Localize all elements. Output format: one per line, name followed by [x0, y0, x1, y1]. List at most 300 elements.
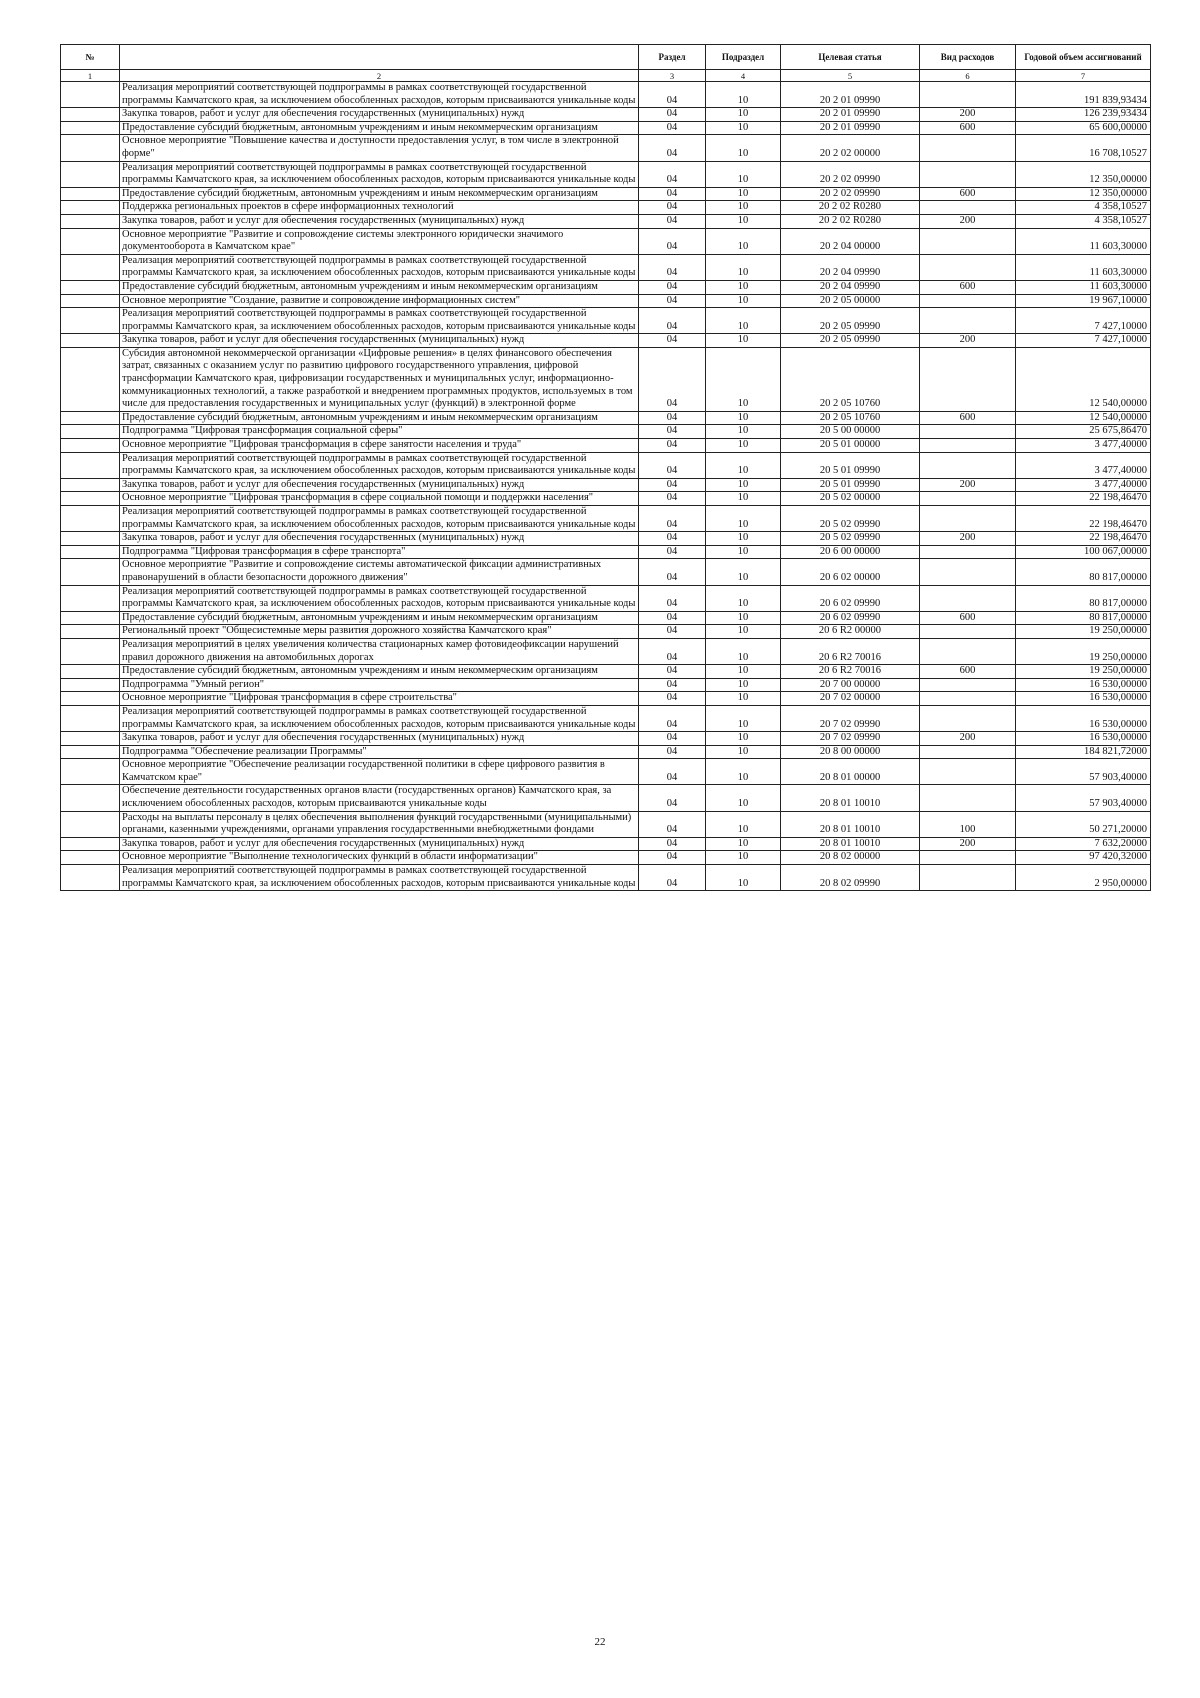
cell-no — [61, 745, 120, 759]
cell-tselevaya: 20 8 00 00000 — [781, 745, 920, 759]
cell-name: Закупка товаров, работ и услуг для обеспечения государственных (муниципальных) нужд — [120, 334, 639, 348]
cell-razdel: 04 — [639, 214, 706, 228]
cell-amount: 7 427,10000 — [1016, 308, 1151, 334]
cell-name: Основное мероприятие "Цифровая трансформация в сфере социальной помощи и поддержки населения" — [120, 492, 639, 506]
header-podrazdel: Подраздел — [706, 45, 781, 70]
cell-no — [61, 545, 120, 559]
cell-vid — [920, 625, 1016, 639]
cell-tselevaya: 20 2 05 09990 — [781, 334, 920, 348]
cell-vid — [920, 678, 1016, 692]
cell-razdel: 04 — [639, 334, 706, 348]
cell-vid — [920, 705, 1016, 731]
cell-razdel: 04 — [639, 280, 706, 294]
cell-amount: 12 540,00000 — [1016, 347, 1151, 411]
cell-no — [61, 82, 120, 108]
cell-amount: 97 420,32000 — [1016, 851, 1151, 865]
cell-amount: 22 198,46470 — [1016, 532, 1151, 546]
cell-amount: 16 530,00000 — [1016, 678, 1151, 692]
cell-name: Реализация мероприятий соответствующей подпрограммы в рамках соответствующей государственной программы Камчатского края, за исключением обособленных расходов, которым присваиваются уникальные коды — [120, 452, 639, 478]
cell-amount: 80 817,00000 — [1016, 585, 1151, 611]
cell-name: Основное мероприятие "Повышение качества и доступности предоставления услуг, в том числе в электронной форме" — [120, 135, 639, 161]
cell-name: Основное мероприятие "Создание, развитие и сопровождение информационных систем" — [120, 294, 639, 308]
table-row — [61, 545, 1151, 559]
cell-tselevaya: 20 7 02 09990 — [781, 705, 920, 731]
table-row — [61, 745, 1151, 759]
cell-no — [61, 334, 120, 348]
cell-podrazdel: 10 — [706, 308, 781, 334]
cell-podrazdel: 10 — [706, 254, 781, 280]
cell-razdel: 04 — [639, 732, 706, 746]
table-header-row — [61, 45, 1151, 70]
cell-name: Закупка товаров, работ и услуг для обеспечения государственных (муниципальных) нужд — [120, 108, 639, 122]
cell-razdel: 04 — [639, 851, 706, 865]
cell-tselevaya: 20 2 01 09990 — [781, 108, 920, 122]
cell-podrazdel: 10 — [706, 785, 781, 811]
cell-tselevaya: 20 8 01 10010 — [781, 785, 920, 811]
cell-razdel: 04 — [639, 121, 706, 135]
cell-tselevaya: 20 2 02 R0280 — [781, 214, 920, 228]
cell-podrazdel: 10 — [706, 851, 781, 865]
col-num-4: 4 — [706, 70, 781, 82]
cell-name: Реализация мероприятий соответствующей подпрограммы в рамках соответствующей государственной программы Камчатского края, за исключением обособленных расходов, которым присваиваются уникальные коды — [120, 161, 639, 187]
cell-razdel: 04 — [639, 611, 706, 625]
cell-tselevaya: 20 8 01 10010 — [781, 811, 920, 837]
cell-podrazdel: 10 — [706, 837, 781, 851]
cell-name: Подпрограмма "Цифровая трансформация в сфере транспорта" — [120, 545, 639, 559]
cell-razdel: 04 — [639, 638, 706, 664]
cell-podrazdel: 10 — [706, 678, 781, 692]
table-row — [61, 254, 1151, 280]
cell-amount: 19 250,00000 — [1016, 638, 1151, 664]
cell-tselevaya: 20 2 01 09990 — [781, 82, 920, 108]
cell-tselevaya: 20 2 02 09990 — [781, 161, 920, 187]
cell-amount: 11 603,30000 — [1016, 228, 1151, 254]
cell-amount: 11 603,30000 — [1016, 254, 1151, 280]
cell-tselevaya: 20 7 02 09990 — [781, 732, 920, 746]
cell-tselevaya: 20 2 02 00000 — [781, 135, 920, 161]
table-row — [61, 135, 1151, 161]
table-row — [61, 82, 1151, 108]
cell-name: Реализация мероприятий соответствующей подпрограммы в рамках соответствующей государственной программы Камчатского края, за исключением обособленных расходов, которым присваиваются уникальные коды — [120, 506, 639, 532]
cell-vid: 200 — [920, 532, 1016, 546]
cell-vid — [920, 161, 1016, 187]
cell-tselevaya: 20 8 02 09990 — [781, 865, 920, 891]
table-row — [61, 187, 1151, 201]
table-row — [61, 837, 1151, 851]
cell-amount: 22 198,46470 — [1016, 506, 1151, 532]
header-vid: Вид расходов — [920, 45, 1016, 70]
cell-razdel: 04 — [639, 625, 706, 639]
cell-amount: 19 250,00000 — [1016, 665, 1151, 679]
header-amount: Годовой объем ассигнований — [1016, 45, 1151, 70]
table-row — [61, 452, 1151, 478]
cell-amount: 3 477,40000 — [1016, 439, 1151, 453]
cell-podrazdel: 10 — [706, 214, 781, 228]
cell-vid — [920, 585, 1016, 611]
table-row — [61, 585, 1151, 611]
cell-no — [61, 638, 120, 664]
header-name — [120, 45, 639, 70]
table-row — [61, 201, 1151, 215]
cell-razdel: 04 — [639, 837, 706, 851]
table-row — [61, 439, 1151, 453]
cell-amount: 16 530,00000 — [1016, 732, 1151, 746]
cell-name: Основное мероприятие "Цифровая трансформация в сфере занятости населения и труда" — [120, 439, 639, 453]
cell-tselevaya: 20 6 R2 00000 — [781, 625, 920, 639]
cell-no — [61, 625, 120, 639]
cell-tselevaya: 20 8 02 00000 — [781, 851, 920, 865]
header-no: № — [61, 45, 120, 70]
cell-vid — [920, 294, 1016, 308]
cell-name: Обеспечение деятельности государственных органов власти (государственных органов) Камчатского края, за исключением обособленных расходов, которым присваиваются уникальные коды — [120, 785, 639, 811]
cell-name: Предоставление субсидий бюджетным, автономным учреждениям и иным некоммерческим организациям — [120, 121, 639, 135]
cell-vid: 600 — [920, 121, 1016, 135]
cell-podrazdel: 10 — [706, 334, 781, 348]
cell-vid — [920, 308, 1016, 334]
col-num-1: 1 — [61, 70, 120, 82]
cell-razdel: 04 — [639, 439, 706, 453]
cell-razdel: 04 — [639, 452, 706, 478]
cell-no — [61, 811, 120, 837]
cell-no — [61, 585, 120, 611]
table-row — [61, 851, 1151, 865]
cell-podrazdel: 10 — [706, 201, 781, 215]
cell-razdel: 04 — [639, 228, 706, 254]
cell-vid: 100 — [920, 811, 1016, 837]
cell-no — [61, 294, 120, 308]
cell-tselevaya: 20 5 02 09990 — [781, 506, 920, 532]
cell-name: Расходы на выплаты персоналу в целях обеспечения выполнения функций государственными (муниципальными) органами, казенными учреждениями, органами управления государственными внебюджетными фондами — [120, 811, 639, 837]
cell-name: Предоставление субсидий бюджетным, автономным учреждениям и иным некоммерческим организациям — [120, 611, 639, 625]
cell-no — [61, 865, 120, 891]
cell-vid — [920, 452, 1016, 478]
cell-tselevaya: 20 6 R2 70016 — [781, 638, 920, 664]
cell-vid: 600 — [920, 280, 1016, 294]
cell-no — [61, 705, 120, 731]
cell-no — [61, 837, 120, 851]
cell-vid: 200 — [920, 837, 1016, 851]
cell-razdel: 04 — [639, 506, 706, 532]
cell-vid — [920, 851, 1016, 865]
cell-no — [61, 201, 120, 215]
cell-vid — [920, 492, 1016, 506]
cell-name: Предоставление субсидий бюджетным, автономным учреждениям и иным некоммерческим организациям — [120, 665, 639, 679]
cell-podrazdel: 10 — [706, 545, 781, 559]
col-num-3: 3 — [639, 70, 706, 82]
page-number: 22 — [594, 1636, 606, 1648]
cell-vid: 200 — [920, 108, 1016, 122]
cell-vid — [920, 638, 1016, 664]
cell-podrazdel: 10 — [706, 161, 781, 187]
cell-vid: 600 — [920, 187, 1016, 201]
cell-amount: 65 600,00000 — [1016, 121, 1151, 135]
cell-no — [61, 347, 120, 411]
cell-amount: 7 632,20000 — [1016, 837, 1151, 851]
table-row — [61, 705, 1151, 731]
cell-razdel: 04 — [639, 254, 706, 280]
table-row — [61, 865, 1151, 891]
cell-no — [61, 532, 120, 546]
cell-amount: 80 817,00000 — [1016, 611, 1151, 625]
cell-razdel: 04 — [639, 785, 706, 811]
table-row — [61, 811, 1151, 837]
cell-tselevaya: 20 5 02 09990 — [781, 532, 920, 546]
cell-name: Основное мероприятие "Развитие и сопровождение системы автоматической фиксации административных правонарушений в области безопасности дорожного движения" — [120, 559, 639, 585]
table-row — [61, 785, 1151, 811]
cell-razdel: 04 — [639, 187, 706, 201]
cell-vid — [920, 201, 1016, 215]
cell-podrazdel: 10 — [706, 135, 781, 161]
cell-podrazdel: 10 — [706, 439, 781, 453]
cell-amount: 19 250,00000 — [1016, 625, 1151, 639]
cell-name: Основное мероприятие "Выполнение технологических функций в области информатизации" — [120, 851, 639, 865]
cell-tselevaya: 20 2 04 00000 — [781, 228, 920, 254]
cell-tselevaya: 20 8 01 10010 — [781, 837, 920, 851]
cell-amount: 50 271,20000 — [1016, 811, 1151, 837]
cell-vid — [920, 559, 1016, 585]
table-row — [61, 559, 1151, 585]
cell-no — [61, 439, 120, 453]
cell-razdel: 04 — [639, 745, 706, 759]
cell-tselevaya: 20 2 05 00000 — [781, 294, 920, 308]
cell-no — [61, 678, 120, 692]
table-row — [61, 732, 1151, 746]
cell-razdel: 04 — [639, 545, 706, 559]
cell-razdel: 04 — [639, 135, 706, 161]
cell-name: Реализация мероприятий соответствующей подпрограммы в рамках соответствующей государственной программы Камчатского края, за исключением обособленных расходов, которым присваиваются уникальные коды — [120, 865, 639, 891]
budget-table — [60, 44, 1151, 891]
cell-podrazdel: 10 — [706, 280, 781, 294]
cell-no — [61, 108, 120, 122]
cell-tselevaya: 20 2 01 09990 — [781, 121, 920, 135]
cell-no — [61, 135, 120, 161]
cell-amount: 4 358,10527 — [1016, 214, 1151, 228]
table-row — [61, 121, 1151, 135]
table-row — [61, 692, 1151, 706]
cell-razdel: 04 — [639, 705, 706, 731]
cell-tselevaya: 20 5 02 00000 — [781, 492, 920, 506]
cell-vid — [920, 347, 1016, 411]
cell-podrazdel: 10 — [706, 187, 781, 201]
cell-podrazdel: 10 — [706, 745, 781, 759]
cell-amount: 57 903,40000 — [1016, 759, 1151, 785]
cell-razdel: 04 — [639, 201, 706, 215]
cell-podrazdel: 10 — [706, 611, 781, 625]
cell-name: Предоставление субсидий бюджетным, автономным учреждениям и иным некоммерческим организациям — [120, 411, 639, 425]
table-row — [61, 108, 1151, 122]
cell-vid — [920, 82, 1016, 108]
cell-name: Субсидия автономной некоммерческой организации «Цифровые решения» в целях финансового обеспечения затрат, связанных с оказанием услуг по развитию цифрового государственного управления, цифровой трансформации Камчатского края, цифровизации государственных и муниципальных услуг, информационно-коммуникационных технологий, а также разработкой и внедрением программных продуктов, используемых в том числе для предоставления государственных и муниципальных услуг (функций) в электронной форме — [120, 347, 639, 411]
cell-name: Закупка товаров, работ и услуг для обеспечения государственных (муниципальных) нужд — [120, 732, 639, 746]
cell-no — [61, 785, 120, 811]
cell-podrazdel: 10 — [706, 425, 781, 439]
header-tselevaya: Целевая статья — [781, 45, 920, 70]
cell-no — [61, 161, 120, 187]
cell-podrazdel: 10 — [706, 532, 781, 546]
cell-amount: 22 198,46470 — [1016, 492, 1151, 506]
cell-podrazdel: 10 — [706, 759, 781, 785]
cell-podrazdel: 10 — [706, 732, 781, 746]
cell-amount: 80 817,00000 — [1016, 559, 1151, 585]
cell-podrazdel: 10 — [706, 811, 781, 837]
cell-name: Реализация мероприятий в целях увеличения количества стационарных камер фотовидеофиксации нарушений правил дорожного движения на автомобильных дорогах — [120, 638, 639, 664]
cell-no — [61, 280, 120, 294]
cell-name: Подпрограмма "Цифровая трансформация социальной сферы" — [120, 425, 639, 439]
col-num-2: 2 — [120, 70, 639, 82]
cell-razdel: 04 — [639, 108, 706, 122]
cell-razdel: 04 — [639, 865, 706, 891]
cell-amount: 3 477,40000 — [1016, 478, 1151, 492]
cell-vid — [920, 745, 1016, 759]
cell-amount: 7 427,10000 — [1016, 334, 1151, 348]
cell-vid — [920, 254, 1016, 280]
table-row — [61, 492, 1151, 506]
cell-vid: 600 — [920, 665, 1016, 679]
cell-no — [61, 478, 120, 492]
cell-tselevaya: 20 2 05 10760 — [781, 411, 920, 425]
cell-vid — [920, 759, 1016, 785]
col-num-6: 6 — [920, 70, 1016, 82]
cell-name: Реализация мероприятий соответствующей подпрограммы в рамках соответствующей государственной программы Камчатского края, за исключением обособленных расходов, которым присваиваются уникальные коды — [120, 254, 639, 280]
cell-razdel: 04 — [639, 82, 706, 108]
cell-podrazdel: 10 — [706, 665, 781, 679]
cell-tselevaya: 20 2 04 09990 — [781, 280, 920, 294]
table-row — [61, 478, 1151, 492]
cell-vid — [920, 785, 1016, 811]
cell-razdel: 04 — [639, 294, 706, 308]
cell-podrazdel: 10 — [706, 692, 781, 706]
cell-tselevaya: 20 5 00 00000 — [781, 425, 920, 439]
cell-name: Подпрограмма "Умный регион" — [120, 678, 639, 692]
cell-razdel: 04 — [639, 585, 706, 611]
cell-name: Закупка товаров, работ и услуг для обеспечения государственных (муниципальных) нужд — [120, 214, 639, 228]
cell-podrazdel: 10 — [706, 347, 781, 411]
cell-tselevaya: 20 7 02 00000 — [781, 692, 920, 706]
cell-podrazdel: 10 — [706, 865, 781, 891]
cell-tselevaya: 20 6 00 00000 — [781, 545, 920, 559]
col-num-7: 7 — [1016, 70, 1151, 82]
table-row — [61, 334, 1151, 348]
cell-no — [61, 121, 120, 135]
cell-tselevaya: 20 2 02 R0280 — [781, 201, 920, 215]
cell-amount: 25 675,86470 — [1016, 425, 1151, 439]
cell-razdel: 04 — [639, 411, 706, 425]
cell-vid: 200 — [920, 478, 1016, 492]
cell-amount: 100 067,00000 — [1016, 545, 1151, 559]
cell-razdel: 04 — [639, 811, 706, 837]
cell-amount: 12 540,00000 — [1016, 411, 1151, 425]
cell-no — [61, 559, 120, 585]
cell-name: Основное мероприятие "Развитие и сопровождение системы электронного юридически значимого документооборота в Камчатском крае" — [120, 228, 639, 254]
cell-name: Закупка товаров, работ и услуг для обеспечения государственных (муниципальных) нужд — [120, 837, 639, 851]
cell-vid: 200 — [920, 334, 1016, 348]
cell-name: Реализация мероприятий соответствующей подпрограммы в рамках соответствующей государственной программы Камчатского края, за исключением обособленных расходов, которым присваиваются уникальные коды — [120, 585, 639, 611]
table-row — [61, 611, 1151, 625]
cell-no — [61, 425, 120, 439]
col-num-5: 5 — [781, 70, 920, 82]
cell-razdel: 04 — [639, 492, 706, 506]
cell-amount: 4 358,10527 — [1016, 201, 1151, 215]
cell-vid — [920, 228, 1016, 254]
table-row — [61, 308, 1151, 334]
cell-no — [61, 732, 120, 746]
table-row — [61, 759, 1151, 785]
cell-vid — [920, 506, 1016, 532]
cell-tselevaya: 20 6 R2 70016 — [781, 665, 920, 679]
cell-no — [61, 851, 120, 865]
cell-amount: 16 708,10527 — [1016, 135, 1151, 161]
cell-razdel: 04 — [639, 678, 706, 692]
cell-podrazdel: 10 — [706, 625, 781, 639]
cell-razdel: 04 — [639, 308, 706, 334]
cell-no — [61, 692, 120, 706]
table-row — [61, 411, 1151, 425]
cell-vid — [920, 545, 1016, 559]
cell-tselevaya: 20 2 04 09990 — [781, 254, 920, 280]
table-row — [61, 638, 1151, 664]
table-row — [61, 347, 1151, 411]
table-row — [61, 532, 1151, 546]
cell-tselevaya: 20 6 02 09990 — [781, 611, 920, 625]
cell-vid: 600 — [920, 411, 1016, 425]
cell-vid — [920, 135, 1016, 161]
cell-no — [61, 759, 120, 785]
cell-amount: 16 530,00000 — [1016, 692, 1151, 706]
cell-podrazdel: 10 — [706, 294, 781, 308]
cell-tselevaya: 20 8 01 00000 — [781, 759, 920, 785]
cell-name: Реализация мероприятий соответствующей подпрограммы в рамках соответствующей государственной программы Камчатского края, за исключением обособленных расходов, которым присваиваются уникальные коды — [120, 705, 639, 731]
cell-razdel: 04 — [639, 559, 706, 585]
cell-podrazdel: 10 — [706, 506, 781, 532]
cell-amount: 19 967,10000 — [1016, 294, 1151, 308]
cell-vid — [920, 865, 1016, 891]
cell-podrazdel: 10 — [706, 638, 781, 664]
table-row — [61, 506, 1151, 532]
cell-tselevaya: 20 5 01 09990 — [781, 452, 920, 478]
cell-no — [61, 228, 120, 254]
cell-amount: 2 950,00000 — [1016, 865, 1151, 891]
cell-vid: 200 — [920, 732, 1016, 746]
table-row — [61, 665, 1151, 679]
cell-amount: 126 239,93434 — [1016, 108, 1151, 122]
header-razdel: Раздел — [639, 45, 706, 70]
cell-vid: 600 — [920, 611, 1016, 625]
cell-amount: 11 603,30000 — [1016, 280, 1151, 294]
cell-razdel: 04 — [639, 347, 706, 411]
table-body — [61, 82, 1151, 891]
cell-razdel: 04 — [639, 692, 706, 706]
cell-no — [61, 187, 120, 201]
cell-tselevaya: 20 6 02 00000 — [781, 559, 920, 585]
cell-no — [61, 452, 120, 478]
cell-amount: 191 839,93434 — [1016, 82, 1151, 108]
cell-tselevaya: 20 7 00 00000 — [781, 678, 920, 692]
table-row — [61, 678, 1151, 692]
cell-podrazdel: 10 — [706, 411, 781, 425]
cell-tselevaya: 20 5 01 00000 — [781, 439, 920, 453]
cell-razdel: 04 — [639, 425, 706, 439]
cell-podrazdel: 10 — [706, 228, 781, 254]
cell-no — [61, 308, 120, 334]
cell-no — [61, 214, 120, 228]
cell-razdel: 04 — [639, 532, 706, 546]
cell-no — [61, 506, 120, 532]
cell-razdel: 04 — [639, 665, 706, 679]
table-row — [61, 294, 1151, 308]
cell-podrazdel: 10 — [706, 585, 781, 611]
cell-name: Реализация мероприятий соответствующей подпрограммы в рамках соответствующей государственной программы Камчатского края, за исключением обособленных расходов, которым присваиваются уникальные коды — [120, 308, 639, 334]
table-row — [61, 280, 1151, 294]
